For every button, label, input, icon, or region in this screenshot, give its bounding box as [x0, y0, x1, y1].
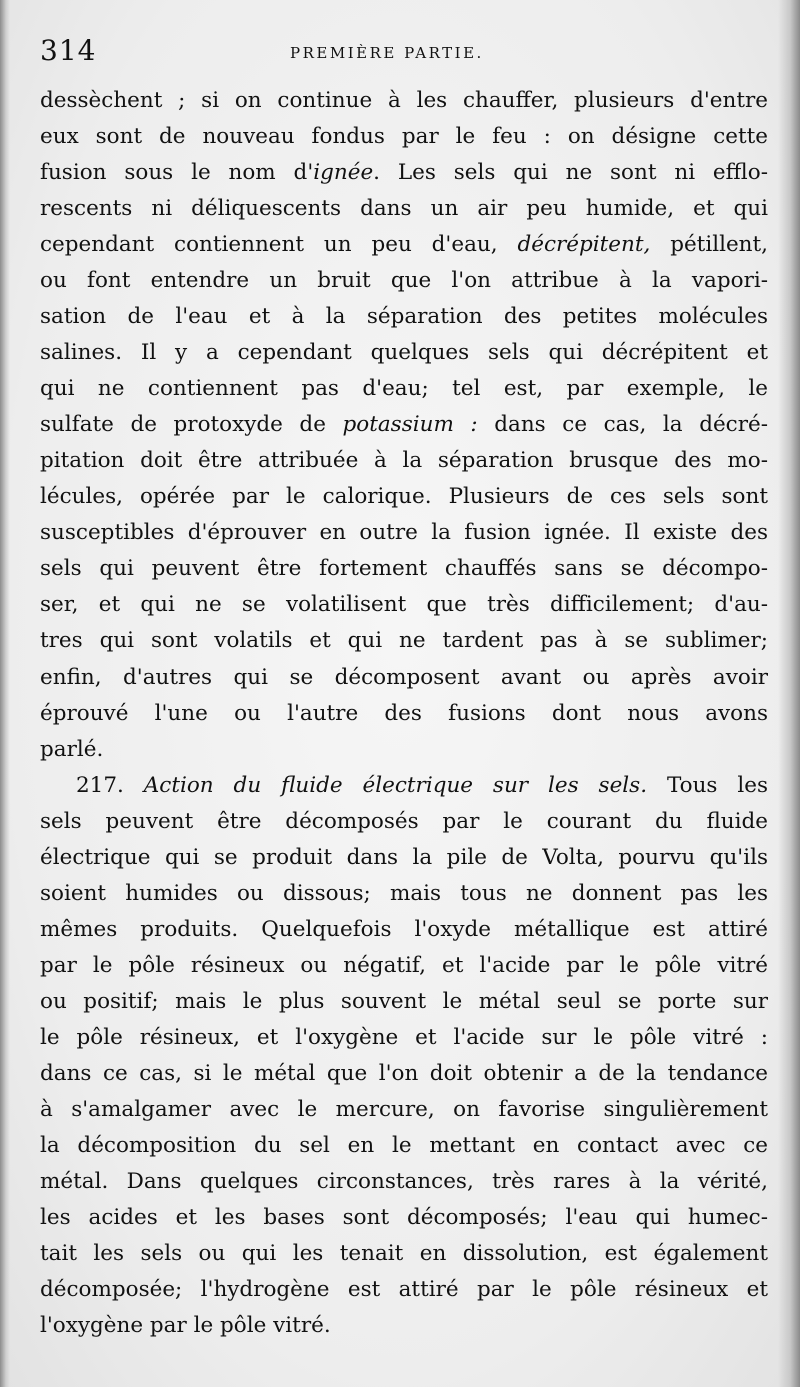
text-line: les acides et les bases sont décomposés; l'eau qui humec- — [40, 1204, 768, 1230]
running-title: PREMIÈRE PARTIE. — [290, 44, 484, 62]
text-line: susceptibles d'éprouver en outre la fusion ignée. Il existe des — [40, 520, 768, 546]
text-line: dessèchent ; si on continue à les chauffer, plusieurs d'entre — [40, 88, 768, 113]
text-line: sels qui peuvent être fortement chauffés sans se décompo- — [40, 556, 768, 582]
text-line: soient humides ou dissous; mais tous ne donnent pas les — [40, 880, 768, 906]
text-line: éprouvé l'une ou l'autre des fusions dont nous avons — [40, 700, 768, 726]
text-line: métal. Dans quelques circonstances, très rares à la vérité, — [40, 1168, 768, 1194]
text-line: ou positif; mais le plus souvent le métal seul se porte sur — [40, 988, 768, 1014]
text-line: fusion sous le nom d'ignée. Les sels qui ne sont ni efflo- — [40, 160, 768, 186]
text-line: tait les sels ou qui les tenait en dissolution, est également — [40, 1241, 768, 1266]
text-line: ser, et qui ne se volatilisent que très difficilement; d'au- — [40, 592, 768, 618]
text-line: la décomposition du sel en le mettant en contact avec ce — [40, 1132, 768, 1158]
text-line: eux sont de nouveau fondus par le feu : on désigne cette — [40, 124, 768, 150]
text-line: cependant contiennent un peu d'eau, décrépitent, pétillent, — [40, 232, 768, 258]
text-line: sulfate de protoxyde de potassium : dans ce cas, la décré- — [40, 412, 768, 438]
text-line: pitation doit être attribuée à la séparation brusque des mo- — [40, 448, 768, 474]
page-number: 314 — [40, 34, 97, 67]
text-line: le pôle résineux, et l'oxygène et l'acide sur le pôle vitré : — [40, 1024, 768, 1050]
text-line: enfin, d'autres qui se décomposent avant ou après avoir — [40, 664, 768, 690]
text-line: mêmes produits. Quelquefois l'oxyde métallique est attiré — [40, 916, 768, 942]
section-title: Action du fluide électrique sur les sels. — [143, 772, 648, 798]
text-line: qui ne contiennent pas d'eau; tel est, par exemple, le — [40, 376, 768, 402]
text-line: par le pôle résineux ou négatif, et l'acide par le pôle vitré — [40, 952, 768, 978]
text-line: décomposée; l'hydrogène est attiré par le pôle résineux et — [40, 1277, 768, 1303]
text-line: électrique qui se produit dans la pile de Volta, pourvu qu'ils — [40, 844, 768, 870]
italic-decrepitent: décrépitent, — [517, 232, 651, 258]
text-line: salines. Il y a cependant quelques sels qui décrépitent et — [40, 340, 768, 366]
running-head — [40, 34, 762, 70]
body-text — [40, 83, 768, 1344]
text-line: lécules, opérée par le calorique. Plusieurs de ces sels sont — [40, 484, 768, 510]
section-217-line: 217. Action du fluide électrique sur les sels. Tous les — [76, 772, 768, 798]
text-line: l'oxygène par le pôle vitré. — [40, 1313, 331, 1339]
text-line: sation de l'eau et à la séparation des petites molécules — [40, 304, 768, 330]
text-line: rescents ni déliquescents dans un air peu humide, et qui — [40, 196, 768, 222]
text-line: ou font entendre un bruit que l'on attribue à la vapori- — [40, 268, 768, 294]
text-line: dans ce cas, si le métal que l'on doit obtenir a de la tendance — [40, 1060, 768, 1086]
italic-potassium: potassium : — [342, 412, 478, 438]
italic-ignee: ignée — [313, 160, 374, 186]
text-line: tres qui sont volatils et qui ne tardent pas à se sublimer; — [40, 628, 768, 654]
text-line: parlé. — [40, 736, 104, 762]
text-line: à s'amalgamer avec le mercure, on favorise singulièrement — [40, 1096, 768, 1122]
text-line: sels peuvent être décomposés par le courant du fluide — [40, 808, 768, 834]
